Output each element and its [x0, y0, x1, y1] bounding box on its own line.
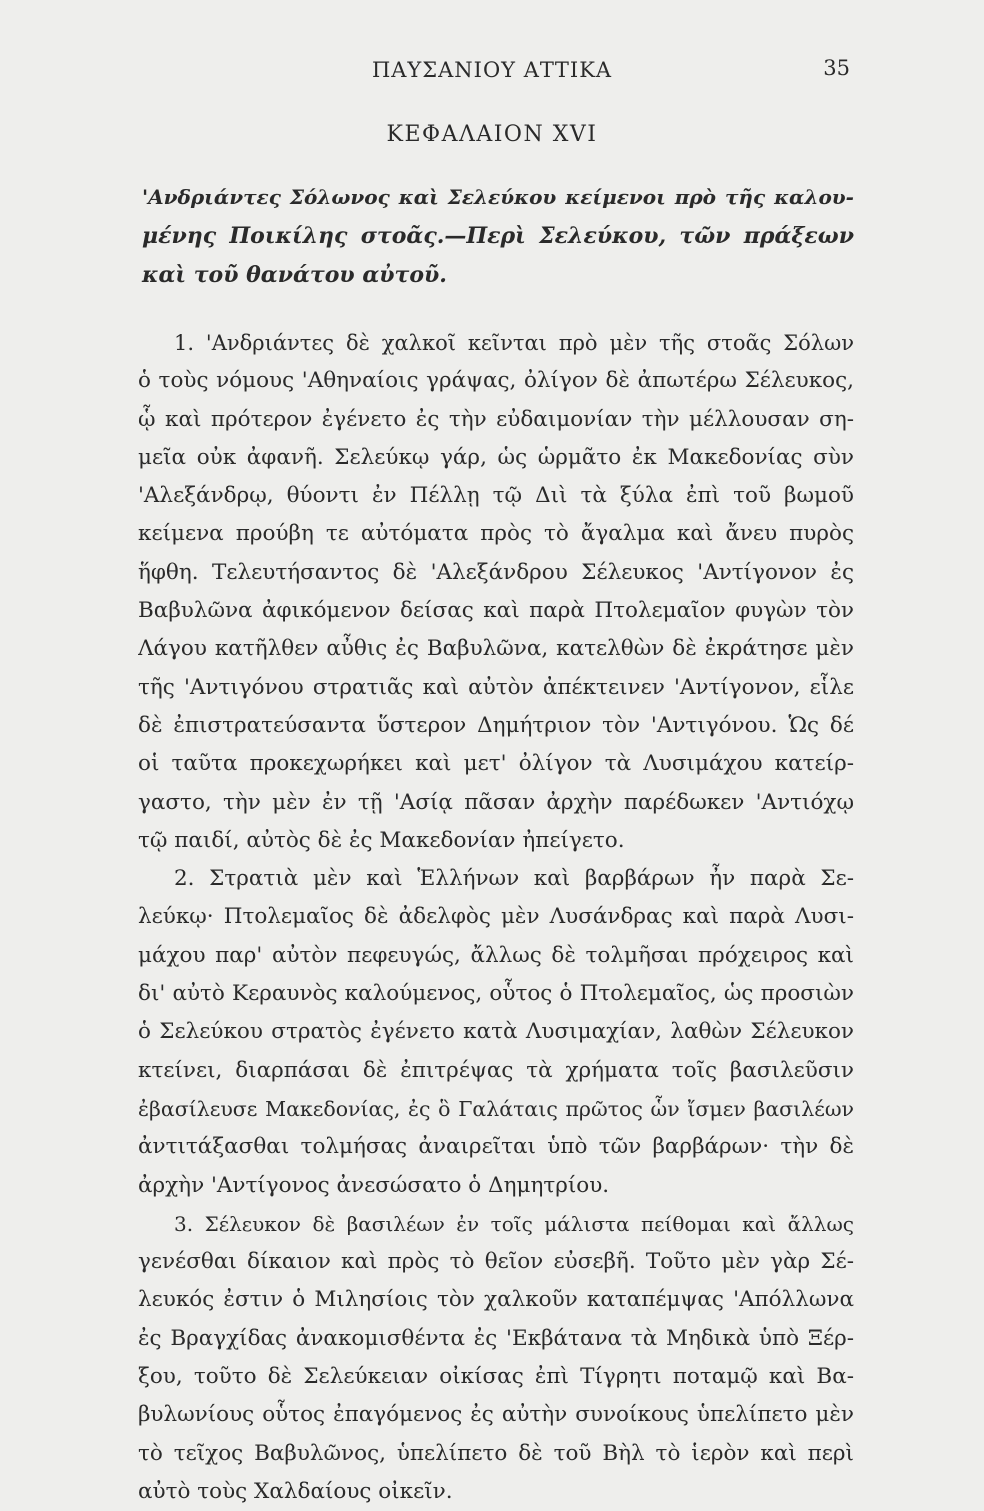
paragraph-3-line: 3. Σέλευκον δὲ βασιλέων ἐν τοῖς μάλιστα πείθομαι καὶ ἄλλως [174, 1211, 854, 1236]
paragraph-3-line: ξου, τοῦτο δὲ Σελεύκειαν οἰκίσας ἐπὶ Τίγρητι ποταμῷ καὶ Βα- [138, 1364, 854, 1390]
paragraph-2-line: κτείνει, διαρπάσαι δὲ ἐπιτρέψας τὰ χρήματα τοῖς βασιλεῦσιν [138, 1057, 854, 1083]
paragraph-1-line: δὲ ἐπιστρατεύσαντα ὕστερον Δημήτριον τὸν 'Αντιγόνου. Ὡς δέ [138, 712, 854, 738]
paragraph-1-line: τῷ παιδί, αὐτὸς δὲ ἐς Μακεδονίαν ἠπείγετο. [138, 827, 625, 853]
running-head-title: ΠΑΥΣΑΝΙΟΥ ΑΤΤΙΚΑ [371, 58, 613, 82]
paragraph-3-line: λευκός ἐστιν ὁ Μιλησίοις τὸν χαλκοῦν καταπέμψας 'Απόλλωνα [138, 1287, 854, 1313]
paragraph-1-line: Λάγου κατῆλθεν αὖθις ἐς Βαβυλῶνα, κατελθὼν δὲ ἐκράτησε μὲν [138, 636, 854, 662]
chapter-heading: ΚΕΦΑΛΑΙΟΝ XVI [386, 122, 598, 147]
paragraph-1-line: γαστο, τὴν μὲν ἐν τῇ 'Ασίᾳ πᾶσαν ἀρχὴν παρέδωκεν 'Αντιόχῳ [138, 789, 854, 815]
paragraph-1-line: ᾧ καὶ πρότερον ἐγένετο ἐς τὴν εὐδαιμονίαν τὴν μέλλουσαν ση- [138, 406, 854, 432]
paragraph-2-line: ἀρχὴν 'Αντίγονος ἀνεσώσατο ὁ Δημητρίου. [138, 1172, 610, 1198]
summary-line: καὶ τοῦ θανάτου αὐτοῦ. [142, 262, 447, 288]
paragraph-1-line: Βαβυλῶνα ἀφικόμενον δείσας καὶ παρὰ Πτολεμαῖον φυγὼν τὸν [138, 598, 854, 624]
running-head [0, 52, 984, 92]
paragraph-1-line: τῆς 'Αντιγόνου στρατιᾶς καὶ αὐτὸν ἀπέκτεινεν 'Αντίγονον, εἷλε [138, 674, 854, 700]
paragraph-2-line: λεύκῳ· Πτολεμαῖος δὲ ἀδελφὸς μὲν Λυσάνδρας καὶ παρὰ Λυσι- [138, 904, 854, 930]
chapter-summary [142, 178, 854, 295]
paragraph-3-line: τὸ τεῖχος Βαβυλῶνος, ὑπελίπετο δὲ τοῦ Βὴλ τὸ ἱερὸν καὶ περὶ [138, 1440, 854, 1466]
paragraph-1-line: κείμενα προύβη τε αὐτόματα πρὸς τὸ ἄγαλμα καὶ ἄνευ πυρὸς [138, 521, 854, 547]
paragraph-2-line: ἐβασίλευσε Μακεδονίας, ἐς ὃ Γαλάταις πρῶτος ὧν ἴσμεν βασιλέων [138, 1096, 854, 1121]
paragraph-2-line: μάχου παρ' αὐτὸν πεφευγώς, ἄλλως δὲ τολμῆσαι πρόχειρος καὶ [138, 942, 854, 968]
paragraph-1-line: ἥφθη. Τελευτήσαντος δὲ 'Αλεξάνδρου Σέλευκος 'Αντίγονον ἐς [138, 559, 854, 585]
paragraph-3-line: γενέσθαι δίκαιον καὶ πρὸς τὸ θεῖον εὐσεβῆ. Τοῦτο μὲν γὰρ Σέ- [138, 1249, 854, 1275]
paragraph-1-line: οἱ ταῦτα προκεχωρήκει καὶ μετ' ὀλίγον τὰ Λυσιμάχου κατείρ- [138, 751, 854, 777]
summary-line: 'Ανδριάντες Σόλωνος καὶ Σελεύκου κείμενοι πρὸ τῆς καλου- [142, 185, 854, 209]
paragraph-2-line: ὁ Σελεύκου στρατὸς ἐγένετο κατὰ Λυσιμαχίαν, λαθὼν Σέλευκον [138, 1019, 854, 1045]
paragraph-1-line: 'Αλεξάνδρῳ, θύοντι ἐν Πέλλῃ τῷ Διὶ τὰ ξύλα ἐπὶ τοῦ βωμοῦ [138, 483, 854, 509]
paragraph-2-line: ἀντιτάξασθαι τολμήσας ἀναιρεῖται ὑπὸ τῶν βαρβάρων· τὴν δὲ [138, 1134, 854, 1160]
paragraph-1-line: μεῖα οὐκ ἀφανῆ. Σελεύκῳ γάρ, ὡς ὡρμᾶτο ἐκ Μακεδονίας σὺν [138, 444, 854, 470]
paragraph-2-line: 2. Στρατιὰ μὲν καὶ Ἑλλήνων καὶ βαρβάρων ἦν παρὰ Σε- [174, 866, 854, 892]
page-number: 35 [823, 56, 850, 80]
summary-line: μένης Ποικίλης στοᾶς.—Περὶ Σελεύκου, τῶν πράξεων [142, 223, 854, 249]
paragraph-3-line: αὐτὸ τοὺς Χαλδαίους οἰκεῖν. [138, 1478, 453, 1504]
body-text [138, 324, 854, 1511]
paragraph-3-line: ἐς Βραγχίδας ἀνακομισθέντα ἐς 'Εκβάτανα τὰ Μηδικὰ ὑπὸ Ξέρ- [138, 1325, 854, 1351]
paragraph-1-line: 1. 'Ανδριάντες δὲ χαλκοῖ κεῖνται πρὸ μὲν τῆς στοᾶς Σόλων [174, 331, 854, 355]
paragraph-2-line: δι' αὐτὸ Κεραυνὸς καλούμενος, οὗτος ὁ Πτολεμαῖος, ὡς προσιὼν [138, 981, 854, 1007]
paragraph-3-line: βυλωνίους οὗτος ἐπαγόμενος ἐς αὐτὴν συνοίκους ὑπελίπετο μὲν [138, 1402, 854, 1428]
paragraph-1-line: ὁ τοὺς νόμους 'Αθηναίοις γράψας, ὀλίγον δὲ ἀπωτέρω Σέλευκος, [138, 368, 854, 394]
